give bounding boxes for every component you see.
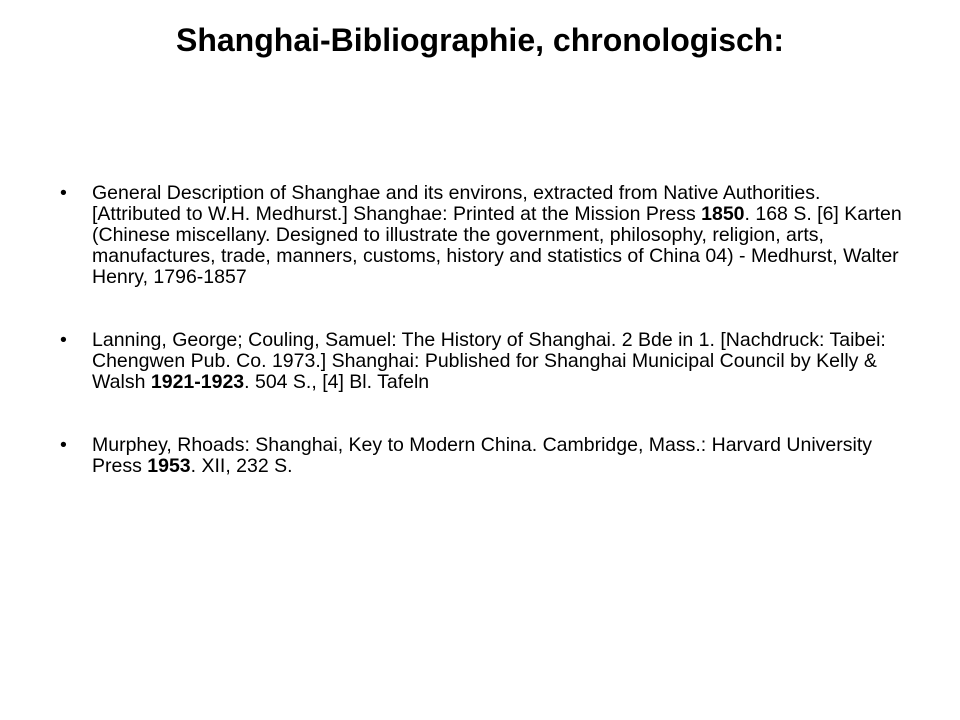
entry-text — [92, 434, 872, 477]
entry-year: 1921-1923 — [150, 371, 245, 393]
bullet-icon: • — [60, 182, 67, 204]
bullet-icon: • — [60, 434, 67, 456]
entry-text-after: . XII, 232 S. — [190, 455, 293, 477]
entry-text-before: Murphey, Rhoads: Shanghai, Key to Modern China. Cambridge, Mass.: Harvard University Press — [92, 434, 872, 477]
entry-year: 1850 — [701, 203, 745, 225]
bibliography-entry — [60, 435, 910, 477]
entry-text-after: . 504 S., [4] Bl. Tafeln — [244, 371, 430, 393]
entry-year: 1953 — [147, 455, 191, 477]
entry-text — [92, 182, 902, 288]
bibliography-entry — [60, 183, 910, 288]
entry-text-after: . 168 S. [6] Karten (Chinese miscellany. Designed to illustrate the government, philosophy, religion, arts, manufactures, trade, manners, customs, history and statistics of China 04) - Medhurst, Walter Henry, 1796-1857 — [92, 203, 902, 288]
entry-text-before: General Description of Shanghae and its environs, extracted from Native Authorities. [Attributed to W.H. Medhurst.] Shanghae: Printed at the Mission Press — [92, 182, 821, 225]
bibliography-entry — [60, 330, 910, 393]
entry-text — [92, 329, 886, 393]
bibliography-list — [60, 183, 910, 519]
bullet-icon: • — [60, 329, 67, 351]
slide-title: Shanghai-Bibliographie, chronologisch: — [175, 22, 784, 58]
entry-text-before: Lanning, George; Couling, Samuel: The History of Shanghai. 2 Bde in 1. [Nachdruck: Taibei: Chengwen Pub. Co. 1973.] Shanghai: Published for Shanghai Municipal Council by Kelly & Walsh — [92, 329, 886, 393]
